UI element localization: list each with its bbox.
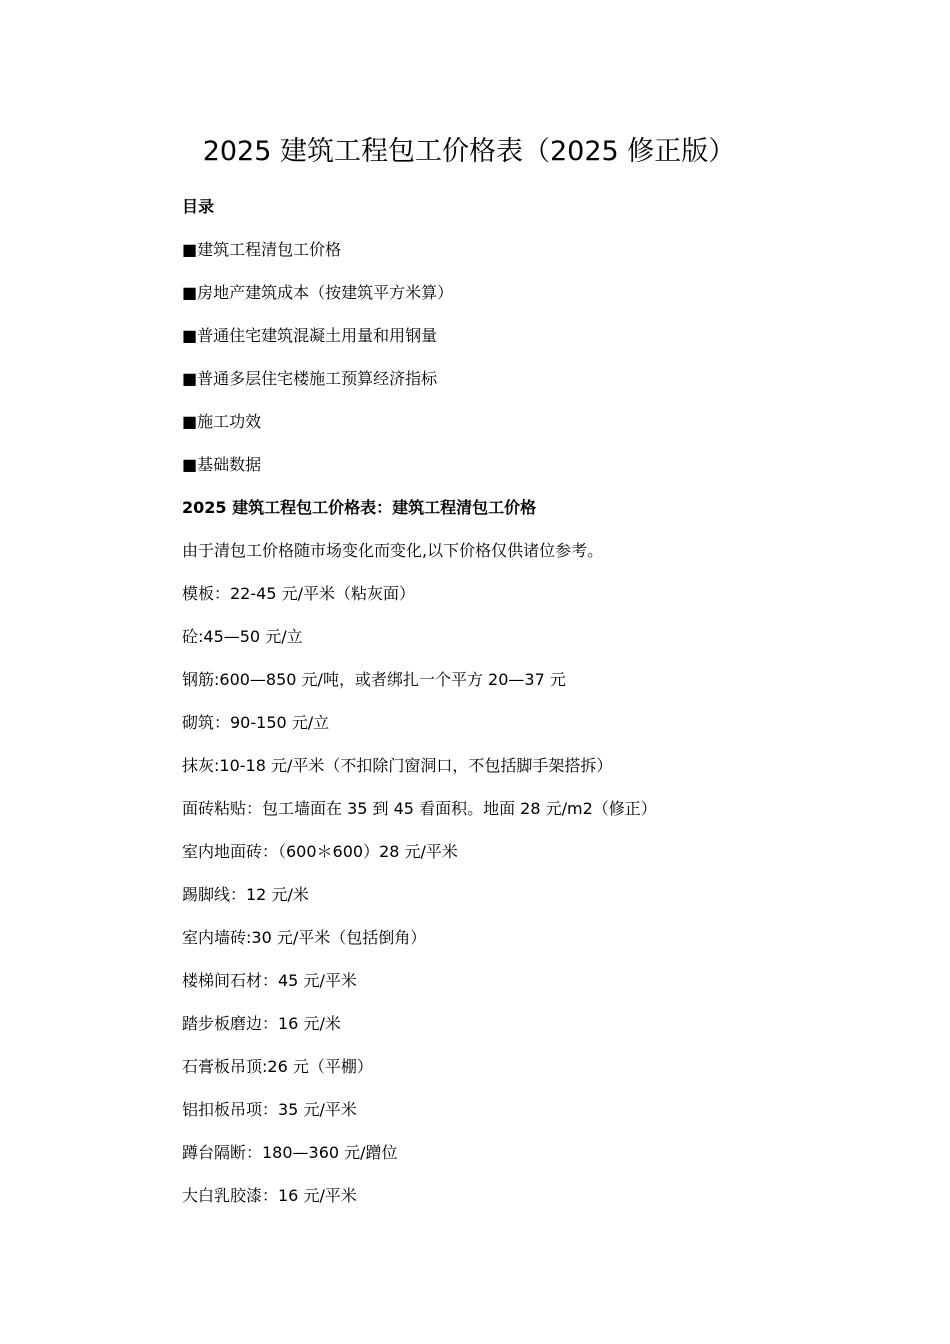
price-item: 模板：22-45 元/平米（粘灰面）: [182, 584, 415, 603]
price-item: 砌筑：90-150 元/立: [182, 713, 330, 732]
toc-heading: 目录: [182, 197, 215, 216]
price-item: 石膏板吊顶:26 元（平棚）: [182, 1057, 373, 1076]
price-item: 踏步板磨边：16 元/米: [182, 1014, 341, 1033]
price-item: 室内地面砖：（600＊600）28 元/平米: [182, 842, 458, 861]
price-item: 面砖粘贴：包工墙面在 35 到 45 看面积。地面 28 元/m2（修正）: [182, 799, 657, 818]
section-heading: 2025 建筑工程包工价格表：建筑工程清包工价格: [182, 498, 537, 517]
price-item: 砼:45—50 元/立: [182, 627, 303, 646]
toc-item: ■施工功效: [182, 412, 262, 431]
toc-item: ■普通多层住宅楼施工预算经济指标: [182, 369, 438, 388]
toc-item: ■普通住宅建筑混凝土用量和用钢量: [182, 326, 438, 345]
document-body: [182, 193, 882, 1225]
toc-item: ■基础数据: [182, 455, 262, 474]
toc-item: ■建筑工程清包工价格: [182, 240, 342, 259]
price-item: 楼梯间石材：45 元/平米: [182, 971, 357, 990]
price-item: 铝扣板吊项：35 元/平米: [182, 1100, 357, 1119]
price-item: 踢脚线：12 元/米: [182, 885, 309, 904]
price-item: 蹲台隔断：180—360 元/蹭位: [182, 1143, 398, 1162]
price-item: 室内墙砖:30 元/平米（包括倒角）: [182, 928, 427, 947]
document-title: 2025 建筑工程包工价格表（2025 修正版）: [202, 136, 736, 167]
toc-item: ■房地产建筑成本（按建筑平方米算）: [182, 283, 454, 302]
price-item: 抹灰:10-18 元/平米（不扣除门窗洞口，不包括脚手架搭拆）: [182, 756, 613, 775]
price-item: 大白乳胶漆：16 元/平米: [182, 1186, 357, 1205]
section-intro: 由于清包工价格随市场变化而变化,以下价格仅供诸位参考。: [182, 541, 604, 560]
price-item: 钢筋:600—850 元/吨，或者绑扎一个平方 20—37 元: [182, 670, 566, 689]
